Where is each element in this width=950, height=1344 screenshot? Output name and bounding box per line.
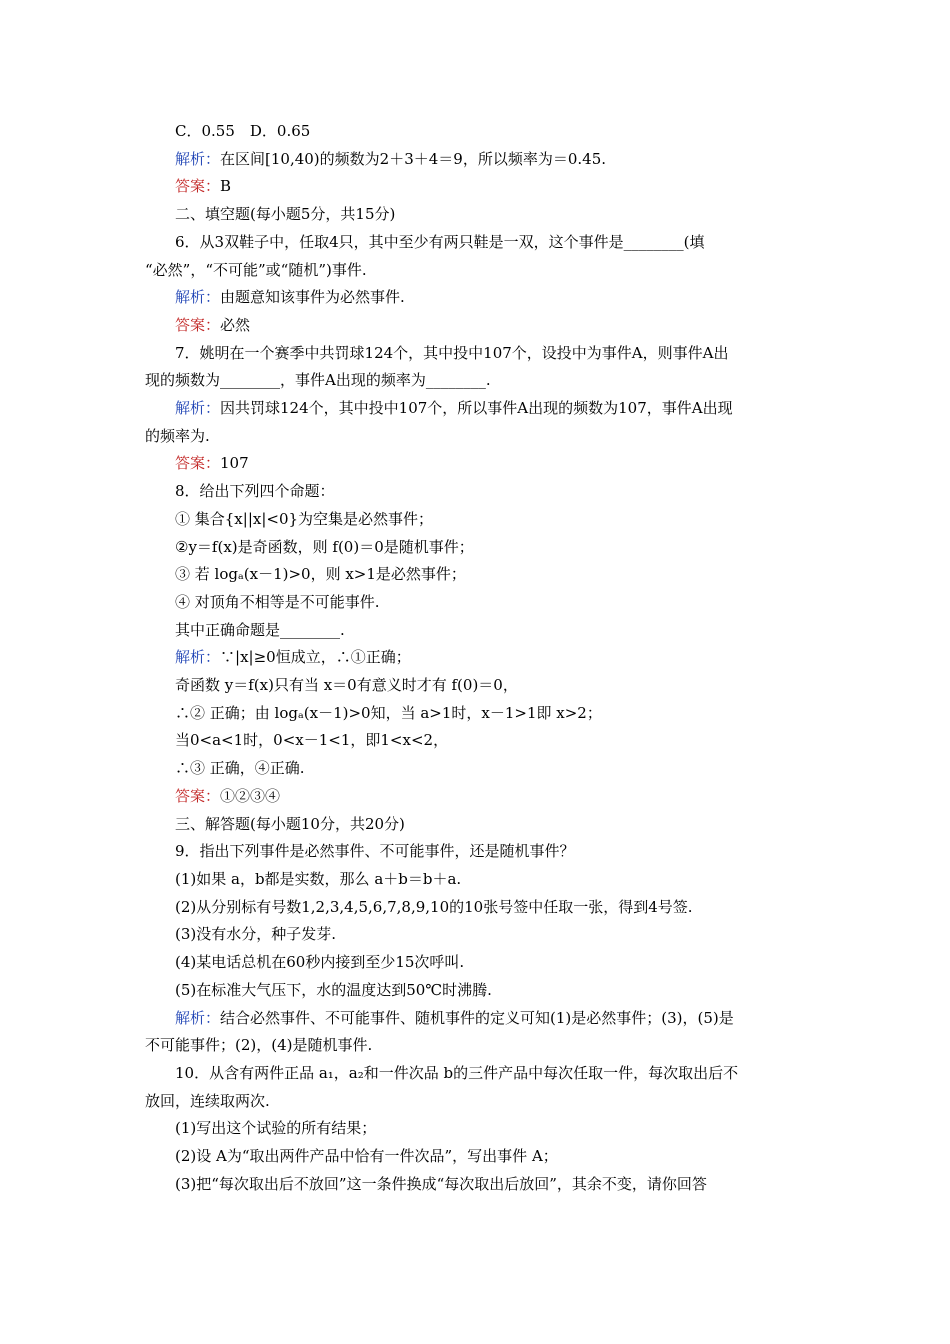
answer-label: 答案： bbox=[175, 786, 221, 805]
text-line bbox=[145, 921, 810, 949]
text-line bbox=[145, 700, 810, 728]
line-text: (2)从分别标有号数1,2,3,4,5,6,7,8,9,10的10张号签中任取一张，得到4号签. bbox=[175, 897, 693, 916]
text-line bbox=[145, 1005, 810, 1033]
line-text: (1)写出这个试验的所有结果； bbox=[175, 1119, 377, 1138]
text-line bbox=[145, 977, 810, 1005]
text-line bbox=[145, 672, 810, 700]
text-line bbox=[145, 395, 810, 423]
line-text: 奇函数 y＝f(x)只有当 x＝0有意义时才有 f(0)＝0， bbox=[175, 676, 518, 695]
text-line bbox=[145, 534, 810, 562]
text-line bbox=[145, 1032, 810, 1060]
line-text: 在区间[10,40)的频数为2＋3＋4＝9，所以频率为＝0.45. bbox=[220, 149, 607, 168]
line-text: 结合必然事件、不可能事件、随机事件的定义可知(1)是必然事件；(3)，(5)是 bbox=[220, 1008, 734, 1027]
document-body bbox=[145, 118, 810, 1198]
text-line bbox=[145, 478, 810, 506]
line-text: 必然 bbox=[220, 315, 251, 334]
text-line bbox=[145, 146, 810, 174]
line-text: 9．指出下列事件是必然事件、不可能事件，还是随机事件？ bbox=[175, 842, 575, 861]
line-text: C．0.55 D．0.65 bbox=[175, 122, 311, 140]
text-line bbox=[145, 229, 810, 257]
line-text: 不可能事件；(2)，(4)是随机事件. bbox=[145, 1036, 373, 1055]
text-line bbox=[145, 1143, 810, 1171]
text-line bbox=[145, 783, 810, 811]
analysis-label: 解析： bbox=[175, 288, 221, 307]
line-text: 7．姚明在一个赛季中共罚球124个，其中投中107个，设投中为事件A，则事件A出 bbox=[175, 343, 729, 362]
text-line bbox=[145, 561, 810, 589]
text-line bbox=[145, 257, 810, 285]
text-line bbox=[145, 201, 810, 229]
line-text: 放回，连续取两次. bbox=[145, 1091, 270, 1110]
line-text: (3)没有水分，种子发芽. bbox=[175, 925, 337, 944]
line-text: “必然”，“不可能”或“随机”)事件. bbox=[145, 260, 367, 279]
line-text: ①②③④ bbox=[220, 786, 281, 805]
text-line bbox=[145, 118, 810, 146]
text-line bbox=[145, 1115, 810, 1143]
text-line bbox=[145, 1088, 810, 1116]
text-line bbox=[145, 589, 810, 617]
line-text: (2)设 A为“取出两件产品中恰有一件次品”，写出事件 A； bbox=[175, 1147, 558, 1166]
line-text: ∴② 正确；由 logₐ(x－1)>0知，当 a>1时，x－1>1即 x>2； bbox=[175, 703, 602, 722]
answer-label: 答案： bbox=[175, 177, 221, 196]
text-line bbox=[145, 1060, 810, 1088]
line-text: 三、解答题(每小题10分，共20分) bbox=[175, 814, 405, 833]
line-text: B bbox=[220, 177, 232, 196]
line-text: 由题意知该事件为必然事件. bbox=[220, 288, 405, 307]
line-text: 的频率为. bbox=[145, 426, 210, 445]
text-line bbox=[145, 644, 810, 672]
text-line bbox=[145, 949, 810, 977]
line-text: 其中正确命题是________. bbox=[175, 620, 345, 639]
text-line bbox=[145, 173, 810, 201]
line-text: ∵|x|≥0恒成立，∴①正确； bbox=[220, 648, 411, 667]
line-text: 10．从含有两件正品 a₁，a₂和一件次品 b的三件产品中每次任取一件，每次取出后不 bbox=[175, 1063, 739, 1082]
analysis-label: 解析： bbox=[175, 1008, 221, 1027]
line-text: 6．从3双鞋子中，任取4只，其中至少有两只鞋是一双，这个事件是________(填 bbox=[175, 232, 705, 251]
text-line bbox=[145, 284, 810, 312]
line-text: 8．给出下列四个命题： bbox=[175, 482, 335, 501]
line-text: ④ 对顶角不相等是不可能事件. bbox=[175, 592, 380, 611]
line-text: ① 集合{x||x|<0}为空集是必然事件； bbox=[175, 509, 434, 528]
line-text: 二、填空题(每小题5分，共15分) bbox=[175, 205, 396, 224]
text-line bbox=[145, 1171, 810, 1199]
line-text: (3)把“每次取出后不放回”这一条件换成“每次取出后放回”，其余不变，请你回答 bbox=[175, 1174, 707, 1193]
analysis-label: 解析： bbox=[175, 648, 221, 667]
text-line bbox=[145, 838, 810, 866]
line-text: 107 bbox=[220, 454, 249, 473]
text-line bbox=[145, 367, 810, 395]
line-text: 因共罚球124个，其中投中107个，所以事件A出现的频数为107，事件A出现 bbox=[220, 399, 733, 418]
line-text: 当0<a<1时，0<x－1<1，即1<x<2， bbox=[175, 731, 449, 750]
analysis-label: 解析： bbox=[175, 399, 221, 418]
line-text: ②y＝f(x)是奇函数，则 f(0)＝0是随机事件； bbox=[175, 537, 474, 556]
text-line bbox=[145, 450, 810, 478]
text-line bbox=[145, 340, 810, 368]
line-text: (1)如果 a，b都是实数，那么 a＋b＝b＋a. bbox=[175, 869, 462, 888]
text-line bbox=[145, 506, 810, 534]
text-line bbox=[145, 617, 810, 645]
text-line bbox=[145, 312, 810, 340]
line-text: ③ 若 logₐ(x－1)>0，则 x>1是必然事件； bbox=[175, 565, 466, 584]
line-text: (4)某电话总机在60秒内接到至少15次呼叫. bbox=[175, 953, 465, 972]
analysis-label: 解析： bbox=[175, 149, 221, 168]
answer-label: 答案： bbox=[175, 454, 221, 473]
text-line bbox=[145, 811, 810, 839]
text-line bbox=[145, 755, 810, 783]
line-text: ∴③ 正确，④正确. bbox=[175, 759, 305, 778]
text-line bbox=[145, 423, 810, 451]
line-text: 现的频数为________，事件A出现的频率为________. bbox=[145, 371, 491, 390]
answer-label: 答案： bbox=[175, 315, 221, 334]
text-line bbox=[145, 866, 810, 894]
text-line bbox=[145, 894, 810, 922]
line-text: (5)在标准大气压下，水的温度达到50℃时沸腾. bbox=[175, 980, 492, 999]
text-line bbox=[145, 727, 810, 755]
